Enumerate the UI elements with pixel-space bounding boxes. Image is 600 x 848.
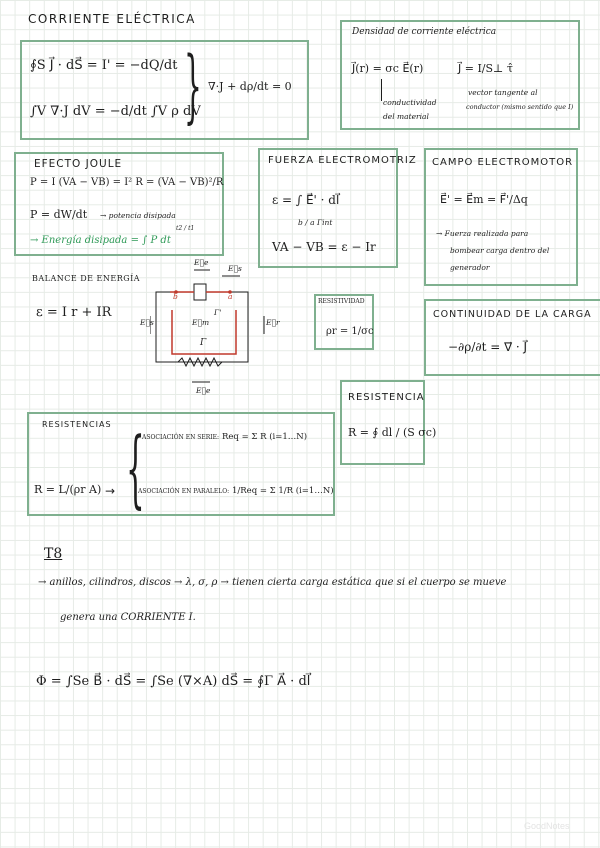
energy-balance-eq: ε = I r + IR	[36, 305, 112, 320]
arrow-right-icon: →	[105, 484, 116, 498]
current-surface-integral: ∮S J⃗ · dS⃗ = I' = −dQ/dt	[30, 58, 178, 73]
resistivity-eq: ρr = 1/σc	[326, 326, 374, 337]
density-ohm-law: J⃗(r) = σc E⃗(r)	[352, 62, 424, 75]
circuit-label-e-top: E⃗e	[194, 258, 209, 267]
series-eq: Req = Σ R (i=1…N)	[222, 432, 308, 442]
left-brace-icon: {	[126, 419, 145, 517]
resistors-title: RESISTENCIAS	[42, 420, 112, 429]
arrow-down-icon	[381, 79, 382, 101]
circuit-label-e-right-top: E⃗s	[228, 264, 242, 273]
resistance-title: RESISTENCIA	[348, 392, 425, 403]
circuit-label-right: E⃗r	[266, 318, 280, 327]
brace-icon: }	[184, 39, 202, 132]
parallel-eq: 1/Req = Σ 1/R (i=1…N)	[232, 486, 334, 496]
circuit-diagram	[150, 262, 286, 402]
joule-power-note: → potencia disipada	[100, 211, 176, 220]
emf-integral: ε = ∫ E⃗' · dl⃗	[272, 193, 340, 207]
current-volume-integral: ∫V ∇·J dV = −d/dt ∫V ρ dV	[30, 104, 201, 119]
charge-continuity-eq: −∂ρ/∂t = ∇⃗ · J⃗	[448, 340, 528, 354]
electromotive-note-line3: generador	[450, 263, 490, 272]
joule-dw-dt: P = dW/dt	[30, 208, 88, 221]
electromotive-field-box	[424, 148, 578, 286]
electromotive-field-title: CAMPO ELECTROMOTOR	[432, 157, 574, 168]
circuit-label-gamma: Γ	[200, 338, 207, 348]
electromotive-note-line1: → Fuerza realizada para	[436, 229, 529, 238]
t8-line-2: genera una CORRIENTE I.	[60, 612, 196, 623]
electromotive-note-line2: bombear carga dentro del	[450, 246, 550, 255]
circuit-label-b: b	[173, 292, 178, 301]
resistance-eq: R = ∮ dl / (S σc)	[348, 426, 437, 439]
current-density-title: Densidad de corriente eléctrica	[352, 27, 497, 37]
conductivity-note-line2: del material	[383, 112, 429, 121]
emf-voltage-eq: VA − VB = ε − Ir	[272, 240, 376, 254]
page-title: CORRIENTE ELÉCTRICA	[28, 12, 196, 26]
section-t8-title: T8	[44, 546, 63, 562]
resistors-main-eq: R = L/(ρr A)	[34, 483, 102, 496]
circuit-label-em: E⃗m	[192, 318, 210, 327]
joule-power-eq: P = I (VA − VB) = I² R = (VA − VB)²/R	[30, 177, 224, 188]
density-tangent: J⃗ = I/S⊥ τ̂	[458, 62, 513, 75]
circuit-label-gamma2: Γ'	[214, 308, 222, 317]
circuit-label-left: E⃗s	[140, 318, 154, 327]
electromotive-field-eq: E⃗' = E⃗m = F⃗'/Δq	[440, 193, 528, 206]
parallel-label: ASOCIACIÓN EN PARALELO:	[138, 488, 230, 495]
t8-line-1: → anillos, cilindros, discos → λ, σ, ρ → tienen cierta carga estática que si el cuerpo se mueve	[38, 577, 507, 588]
conductivity-note-line1: conductividad	[383, 98, 437, 107]
series-label: ASOCIACIÓN EN SERIE:	[142, 434, 220, 441]
resistivity-title: RESISTIVIDAD	[318, 298, 365, 305]
energy-balance-title: BALANCE DE ENERGÍA	[32, 274, 141, 283]
circuit-label-e-bottom: E⃗e	[196, 386, 211, 395]
tangent-note-line2: conductor (mismo sentido que I)	[466, 103, 574, 111]
charge-continuity-title: CONTINUIDAD DE LA CARGA	[433, 309, 592, 320]
magnetic-flux-eq: Φ = ∫Se B⃗ · dS⃗ = ∫Se (∇×A) dS⃗ = ∮Γ A⃗ · dl⃗	[36, 674, 311, 689]
emf-integral-limits: b / a Γint	[298, 218, 333, 227]
joule-energy-limits: t2 / t1	[176, 225, 195, 232]
joule-energy-eq: → Energía disipada = ∫ P dt	[30, 235, 171, 246]
continuity-differential: ∇·J + dρ/dt = 0	[208, 80, 292, 93]
tangent-note-line1: vector tangente al	[468, 88, 538, 97]
watermark: GoodNotes	[524, 821, 570, 831]
circuit-label-a: a	[228, 292, 233, 301]
emf-title: FUERZA ELECTROMOTRIZ	[268, 155, 417, 166]
joule-title: EFECTO JOULE	[34, 158, 123, 170]
